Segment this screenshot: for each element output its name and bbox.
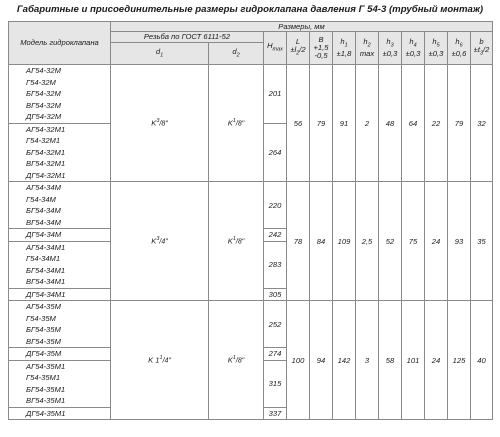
dimension-value-cell: 91 [333,65,356,182]
hmax-cell: 252 [264,301,287,348]
thread-d1-cell: $K^3/4$" [111,182,209,301]
hmax-cell: 283 [264,241,287,288]
thread-d1-cell: K $1^1/4$" [111,301,209,420]
model-cell: АГ54-35М1 [9,360,111,372]
thread-d2-cell: $K^1/8$" [209,301,264,420]
dimension-value-cell: 40 [471,301,493,420]
model-cell: БГ54-32М [9,88,111,100]
dimension-value-cell: 79 [448,65,471,182]
header-h1: $h_1$ ±1,8 [333,32,356,65]
header-h6: $h_6$ ±0,6 [448,32,471,65]
hmax-cell: 201 [264,65,287,124]
table-body [9,65,493,420]
header-model: Модель гидроклапана [9,22,111,65]
header-hmax: $H_{max}$ [264,32,287,65]
header-B: B +1,5 -0,5 [310,32,333,65]
thread-d2-cell: $K^1/8$" [209,65,264,182]
model-cell: Г54-34М1 [9,253,111,265]
dimension-value-cell: 2,5 [356,182,379,301]
hmax-cell: 337 [264,407,287,420]
dimension-value-cell: 142 [333,301,356,420]
dimension-value-cell: 2 [356,65,379,182]
model-cell: АГ54-32М [9,65,111,77]
dimension-value-cell: 79 [310,65,333,182]
model-cell: БГ54-32М1 [9,147,111,159]
header-h5: $h_5$ ±0,3 [425,32,448,65]
header-dimensions: Размеры, мм [111,22,493,32]
model-cell: Г54-32М1 [9,135,111,147]
model-cell: АГ54-32М1 [9,123,111,135]
dimension-value-cell: 94 [310,301,333,420]
model-cell: ВГ54-34М1 [9,276,111,288]
header-d2: $d_2$ [209,43,264,65]
dimension-value-cell: 101 [402,301,425,420]
model-cell: Г54-32М [9,77,111,89]
table-header [9,22,493,65]
model-cell: БГ54-34М1 [9,265,111,277]
header-h3: $h_3$ ±0,3 [379,32,402,65]
dimension-value-cell: 56 [287,65,310,182]
hmax-cell: 264 [264,123,287,182]
model-cell: ВГ54-32М1 [9,158,111,170]
page-title: Габаритные и присоединительные размеры гидроклапана давления Г 54-3 (трубный монтаж) [16,4,484,15]
model-cell: ДГ54-32М [9,111,111,123]
dimension-value-cell: 24 [425,301,448,420]
dimension-value-cell: 58 [379,301,402,420]
table-row [9,65,493,77]
model-cell: ВГ54-34М [9,217,111,229]
model-cell: АГ54-34М1 [9,241,111,253]
hmax-cell: 315 [264,360,287,407]
model-cell: ДГ54-35М1 [9,407,111,420]
dimension-value-cell: 3 [356,301,379,420]
model-cell: АГ54-34М [9,182,111,194]
model-cell: АГ54-35М [9,301,111,313]
table-row [9,182,493,194]
dimension-value-cell: 22 [425,65,448,182]
dimension-value-cell: 78 [287,182,310,301]
dimension-value-cell: 93 [448,182,471,301]
dimension-value-cell: 24 [425,182,448,301]
model-cell: Г54-34М [9,194,111,206]
hmax-cell: 242 [264,229,287,242]
dimension-value-cell: 35 [471,182,493,301]
thread-d2-cell: $K^1/8$" [209,182,264,301]
header-h4: $h_4$ ±0,3 [402,32,425,65]
model-cell: БГ54-35М1 [9,384,111,396]
hmax-cell: 274 [264,348,287,361]
dimension-value-cell: 84 [310,182,333,301]
thread-d1-cell: $K^3/8$" [111,65,209,182]
dimension-value-cell: 75 [402,182,425,301]
model-cell: ДГ54-34М1 [9,288,111,301]
header-b: b $\pm t_3/2$ [471,32,493,65]
header-L: L $\pm l_2/2$ [287,32,310,65]
model-cell: ДГ54-35М [9,348,111,361]
model-cell: ВГ54-32М [9,100,111,112]
model-cell: ВГ54-35М1 [9,395,111,407]
dimensions-table [8,21,493,420]
model-cell: Г54-35М1 [9,372,111,384]
header-d1: $d_1$ [111,43,209,65]
model-cell: ДГ54-34М [9,229,111,242]
model-cell: ДГ54-32М1 [9,170,111,182]
dimension-value-cell: 109 [333,182,356,301]
hmax-cell: 305 [264,288,287,301]
dimension-value-cell: 125 [448,301,471,420]
table-row [9,301,493,313]
dimension-value-cell: 32 [471,65,493,182]
dimension-value-cell: 64 [402,65,425,182]
model-cell: БГ54-34М [9,205,111,217]
hmax-cell: 220 [264,182,287,229]
dimension-value-cell: 52 [379,182,402,301]
model-cell: ВГ54-35М [9,336,111,348]
header-h2: $h_2$ max [356,32,379,65]
dimension-value-cell: 100 [287,301,310,420]
model-cell: Г54-35М [9,313,111,325]
model-cell: БГ54-35М [9,324,111,336]
header-thread: Резьба по ГОСТ 6111-52 [111,32,264,43]
dimension-value-cell: 48 [379,65,402,182]
